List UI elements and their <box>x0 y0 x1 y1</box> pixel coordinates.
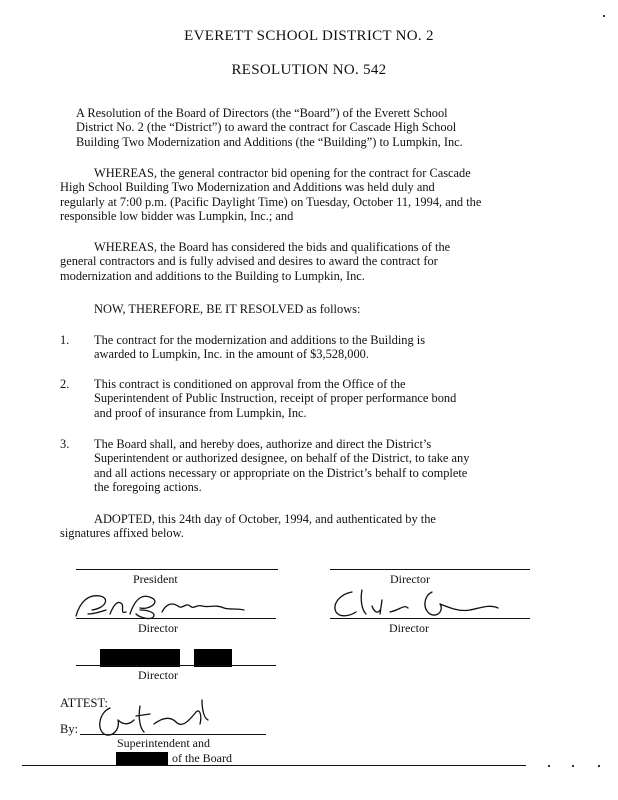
bottom-rule <box>22 765 526 766</box>
director-bottom-signature-line <box>76 665 276 666</box>
whereas-line: High School Building Two Modernization and Additions was held duly and <box>60 180 435 195</box>
intro-paragraph <box>76 106 576 149</box>
of-board-label: of the Board <box>172 751 232 765</box>
item-number-1: 1. <box>60 333 70 347</box>
director-right-signature-line <box>330 618 530 619</box>
item-line: The contract for the modernization and additions to the Building is <box>94 333 426 347</box>
president-signature-line <box>76 569 278 570</box>
director-signature-right <box>320 582 520 622</box>
scan-mark <box>548 765 550 767</box>
scan-mark <box>598 765 600 767</box>
director-left-label: Director <box>138 621 178 635</box>
director-bottom-label: Director <box>138 668 178 682</box>
item-3-text <box>94 437 564 495</box>
attest-label: ATTEST: <box>60 696 108 710</box>
scan-mark <box>572 765 574 767</box>
whereas-line: modernization and additions to the Building to Lumpkin, Inc. <box>60 268 365 283</box>
intro-line: A Resolution of the Board of Directors (the “Board”) of the Everett School <box>76 106 448 120</box>
district-title: EVERETT SCHOOL DISTRICT NO. 2 <box>184 28 434 44</box>
item-line: the foregoing actions. <box>94 480 202 495</box>
intro-line: Building Two Modernization and Additions (the “Building”) to Lumpkin, Inc. <box>76 134 463 149</box>
president-label: President <box>133 572 178 586</box>
adopted-line: signatures affixed below. <box>60 526 184 541</box>
whereas-paragraph-1 <box>60 166 560 224</box>
by-label: By: <box>60 722 79 736</box>
intro-line: District No. 2 (the “District”) to award the contract for Cascade High School <box>76 120 457 135</box>
item-2-text <box>94 377 564 420</box>
director-top-right-signature-line <box>330 569 530 570</box>
item-line: and proof of insurance from Lumpkin, Inc. <box>94 405 307 420</box>
superintendent-label: Superintendent and <box>117 736 210 750</box>
director-top-right-label: Director <box>390 572 430 586</box>
whereas-line: responsible low bidder was Lumpkin, Inc.; and <box>60 209 294 224</box>
scan-mark <box>603 15 605 17</box>
redacted-title-block <box>116 752 168 766</box>
item-line: This contract is conditioned on approval from the Office of the <box>94 377 406 391</box>
item-line: The Board shall, and hereby does, authorize and direct the District’s <box>94 437 432 451</box>
whereas-line: WHEREAS, the general contractor bid opening for the contract for Cascade <box>94 166 471 180</box>
item-1-text <box>94 333 564 362</box>
item-number-2: 2. <box>60 377 70 391</box>
whereas-line: general contractors and is fully advised and desires to award the contract for <box>60 254 438 269</box>
whereas-line: WHEREAS, the Board has considered the bids and qualifications of the <box>94 240 451 254</box>
adopted-paragraph <box>60 512 560 541</box>
item-line: awarded to Lumpkin, Inc. in the amount of $3,528,000. <box>94 347 369 362</box>
item-number-3: 3. <box>60 437 70 451</box>
director-left-signature-line <box>76 618 276 619</box>
item-line: Superintendent of Public Instruction, receipt of proper performance bond <box>94 391 457 406</box>
director-right-label: Director <box>389 621 429 635</box>
whereas-paragraph-2 <box>60 240 560 283</box>
item-line: and all actions necessary or appropriate on the District’s behalf to complete <box>94 465 468 480</box>
resolution-number: RESOLUTION NO. 542 <box>231 62 387 78</box>
resolved-statement: NOW, THEREFORE, BE IT RESOLVED as follows: <box>94 302 361 316</box>
adopted-line: ADOPTED, this 24th day of October, 1994, and authenticated by the <box>94 512 436 526</box>
item-line: Superintendent or authorized designee, on behalf of the District, to take any <box>94 451 470 466</box>
whereas-line: regularly at 7:00 p.m. (Pacific Daylight Time) on Tuesday, October 11, 1994, and the <box>60 194 482 209</box>
superintendent-signature-line <box>80 734 266 735</box>
